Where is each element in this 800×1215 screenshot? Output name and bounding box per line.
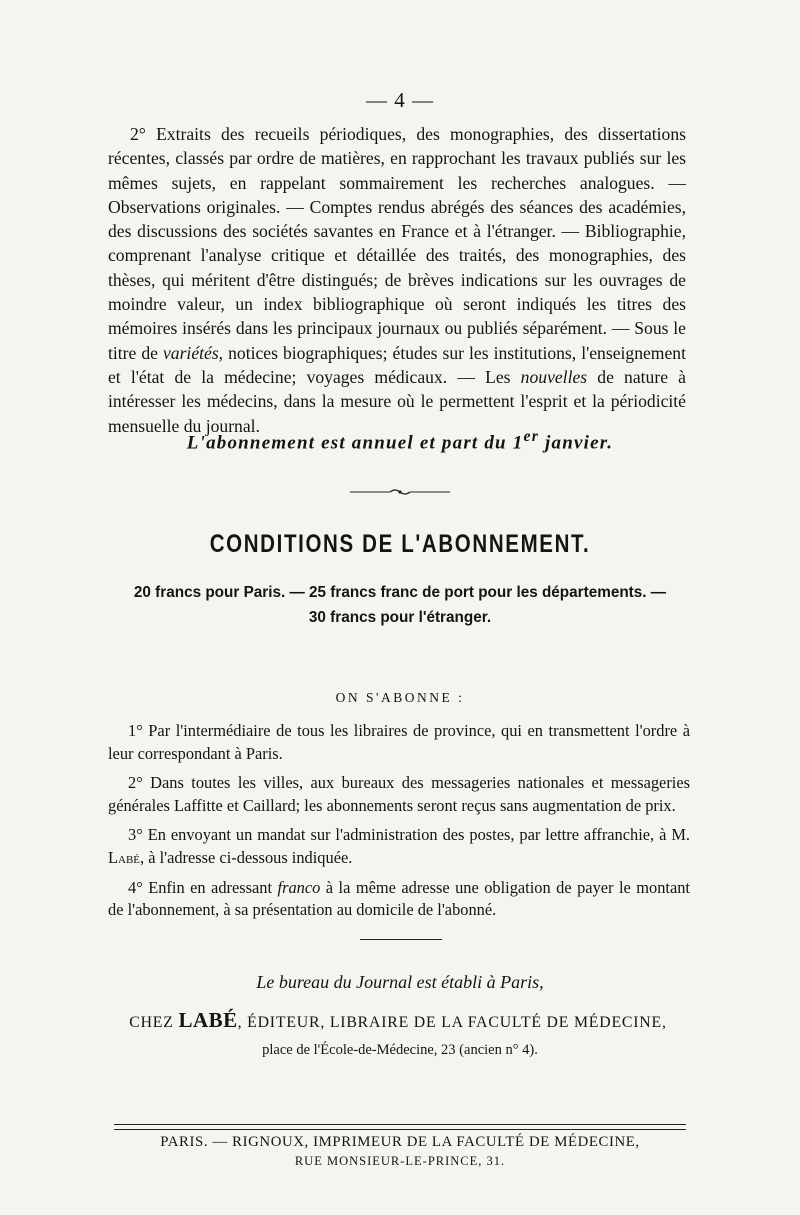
page-number: — 4 — bbox=[366, 88, 434, 112]
mode-3-name: Labé bbox=[108, 847, 141, 867]
publisher-rest: , ÉDITEUR, LIBRAIRE DE LA FACULTÉ DE MÉDECINE, bbox=[237, 1014, 667, 1031]
intro-paragraph bbox=[108, 122, 686, 438]
intro-varietes: variétés, bbox=[162, 342, 224, 363]
mode-1: 1° Par l'intermédiaire de tous les libraires de province, qui en transmettent l'ordre à leur correspondant à Paris. bbox=[108, 721, 690, 763]
subscription-prices bbox=[100, 580, 700, 630]
prices-line-1: 20 francs pour Paris. — 25 francs franc de port pour les départements. — bbox=[133, 584, 667, 601]
mode-3 bbox=[108, 824, 690, 869]
conditions-title: CONDITIONS DE L'ABONNEMENT. bbox=[209, 530, 591, 558]
publisher-name: LABÉ bbox=[178, 1008, 238, 1032]
intro-text bbox=[108, 122, 686, 438]
intro-text-part3: de nature à intéresser les médecins, dans la mesure où le permettent l'esprit et la périodicité mensuelle du journal. bbox=[108, 366, 686, 436]
mode-4-before: 4° Enfin en adressant bbox=[128, 877, 278, 897]
prices-line-2: 30 francs pour l'étranger. bbox=[308, 609, 492, 626]
abonnement-notice-sup: er bbox=[523, 428, 540, 445]
mode-3-after: , à l'adresse ci-dessous indiquée. bbox=[140, 847, 353, 867]
abonnement-notice-before: L'abonnement est annuel et part du 1 bbox=[186, 432, 524, 454]
mode-4 bbox=[108, 877, 690, 922]
double-rule bbox=[114, 1124, 686, 1130]
intro-nouvelles: nouvelles bbox=[520, 366, 588, 387]
short-rule bbox=[360, 939, 442, 940]
publisher-address: place de l'École-de-Médecine, 23 (ancien n° 4). bbox=[262, 1042, 538, 1058]
bureau-line: Le bureau du Journal est établi à Paris, bbox=[256, 972, 544, 992]
publisher-line bbox=[108, 1008, 688, 1033]
subscription-modes bbox=[108, 720, 690, 929]
printer-street: RUE MONSIEUR-LE-PRINCE, 31. bbox=[294, 1154, 506, 1168]
mode-2: 2° Dans toutes les villes, aux bureaux des messageries nationales et messageries générales Laffitte et Caillard; les abonnements seront reçus sans augmentation de prix. bbox=[108, 773, 690, 815]
abonnement-notice-after: janvier. bbox=[539, 432, 614, 454]
intro-text-part1: 2° Extraits des recueils périodiques, des monographies, des dissertations récentes, classés par ordre de matières, en rapprochant les travaux publiés sur les mêmes sujets, en rappelant sommairement les recherches analogues. — Observations originales. — Comptes rendus abrégés des séances des académies, des discussions des sociétés savantes en France et à l'étranger. — Bibliographie, comprenant l'analyse critique et détaillée des traités, des monographies, des thèses, qui méritent d'être distingués; de brèves indications sur les ouvrages de moindre valeur, un index bibliographique où seront indiqués les titres des mémoires insérés dans les principaux journaux ou publiés séparément. — Sous le titre de bbox=[108, 124, 686, 363]
intro-text-part2: notices biographiques; études sur les institutions, l'enseignement et l'état de la médecine; voyages médicaux. — Les bbox=[108, 342, 686, 387]
publisher-chez: CHEZ bbox=[129, 1014, 179, 1031]
mode-4-franco: franco bbox=[277, 877, 321, 897]
abonnement-notice bbox=[0, 428, 800, 454]
mode-3-before: 3° En envoyant un mandat sur l'administration des postes, par lettre affranchie, à M. bbox=[128, 825, 690, 845]
mode-4-after: à la même adresse une obligation de payer le montant de l'abonnement, à sa présentation au domicile de l'abonné. bbox=[108, 877, 690, 920]
printer-line: PARIS. — RIGNOUX, IMPRIMEUR DE LA FACULTÉ DE MÉDECINE, bbox=[160, 1134, 640, 1150]
ornament-divider bbox=[350, 486, 450, 498]
on-sabonne-heading: ON S'ABONNE : bbox=[335, 690, 465, 705]
